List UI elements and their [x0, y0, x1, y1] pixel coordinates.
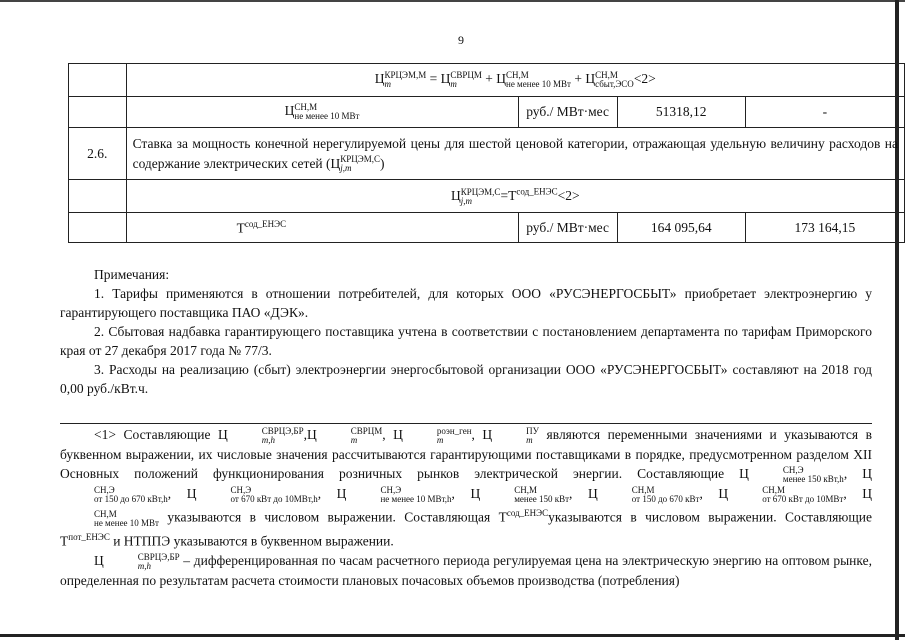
note-item: 1. Тарифы применяются в отношении потребителей, для которых ООО «РУСЭНЕРГОСБЫТ» приобретает электроэнергию у гарантирующего поставщика ПАО «ДЭК». [60, 286, 872, 320]
empty-cell [69, 180, 127, 213]
value-cell-2: - [745, 97, 904, 128]
note-item: 2. Сбытовая надбавка гарантирующего поставщика учтена в соответствии с постановлением департамента по тарифам Приморского края от 27 декабря 2017 года № 77/3. [60, 324, 872, 358]
page-number: 9 [458, 33, 464, 47]
symbol-cell: Ц СН,М не менее 10 МВт [126, 97, 518, 128]
frame-top [0, 0, 905, 2]
value-cell-1: 164 095,64 [617, 213, 745, 243]
notes-title: Примечания: [94, 267, 170, 282]
formula-2: Ц КРЦЭМ,С j,m $=Т^{сод\_ЕНЭС}<2>$ [450, 186, 580, 206]
symbol-cell: $Т^{сод\_ЕНЭС}$ [126, 213, 518, 243]
row-description: Ставка за мощность конечной нерегулируемой цены для шестой ценовой категории, отражающая удельную величину расходов на содержание электрических сетей (Ц КРЦЭМ,С j,m ) [126, 128, 904, 180]
footnote-paragraph-1: <1> Составляющие Ц СВРЦЭ,БР m,h ,Ц СВРЦМ m , Ц роэн_ген m , Ц ПУ m являются переменными значениями и указываются в буквенном выражении, их числовые значения рассчитываются гарантирующими поставщиками в порядке, предусмотренном разделом XII Основных положений функционирования розничных рынков электрической энергии. Составляющие Ц СН,Э менее 150 кВт,h , Ц СН,Э от 150 до 670 кВт,h , Ц СН,Э от 670 кВт до 10МВт,h , Ц СН,Э не менее 10 МВт,h , Ц СН,М менее 150 кВт , Ц СН,М от 150 до 670 кВт , Ц СН,М от 670 кВт до 10МВт , Ц СН,М не менее 10 МВт указываются в числовом выражении. Составляющая $Т^{сод\_ЕНЭС}указываются$ в числовом выражении. Составляющие $Т^{пот\_ЕНЭС}$ и НТППЭ указываются в буквенном выражении. [60, 425, 873, 549]
empty-cell [69, 97, 127, 128]
note-item: 3. Расходы на реализацию (сбыт) электроэнергии энергосбытовой организации ООО «РУСЭНЕРГОСБЫТ» составляют на 2018 год 0,00 руб./кВт.ч. [60, 362, 872, 396]
empty-cell [69, 64, 127, 97]
notes-section [60, 265, 872, 398]
footnote-paragraph-2: Ц СВРЦЭ,БР m,h – дифференцированная по часам расчетного периода регулируемая цена на электрическую энергию на оптовом рынке, определенная по результатам расчета стоимости плановых почасовых объемов производства (потребления) [60, 551, 872, 588]
formula-cell-1 [126, 64, 904, 97]
unit-cell: руб./ МВт·мес [518, 213, 617, 243]
empty-cell [69, 213, 127, 243]
value-cell-2: 173 164,15 [745, 213, 904, 243]
formula-1: Ц КРЦЭМ,М m = Ц СВРЦМ m + Ц СН,М не менее 10 МВт + Ц СН,М сбыт,ЭСО <2> [374, 70, 656, 89]
frame-bottom [0, 634, 905, 637]
formula-cell-2 [126, 180, 904, 213]
footnote-section [60, 425, 872, 590]
row-number: 2.6. [69, 128, 127, 180]
unit-cell: руб./ МВт·мес [518, 97, 617, 128]
value-cell-1: 51318,12 [617, 97, 745, 128]
tariff-table [68, 63, 905, 243]
footnote-separator [60, 423, 872, 424]
